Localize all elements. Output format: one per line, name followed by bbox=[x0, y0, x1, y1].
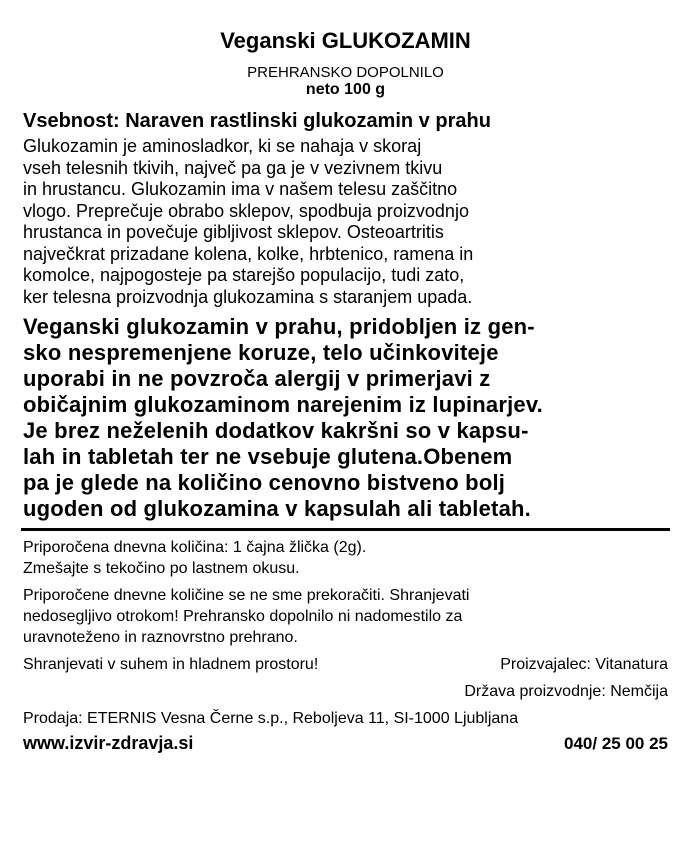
highlight-line: Veganski glukozamin v prahu, pridobljen iz gen- bbox=[23, 314, 535, 339]
product-category: PREHRANSKO DOPOLNILO bbox=[247, 64, 444, 81]
warning-paragraph bbox=[23, 585, 668, 648]
intro-line: vlogo. Preprečuje obrabo sklepov, spodbuja proizvodnjo bbox=[23, 200, 469, 221]
contact-row bbox=[23, 733, 668, 754]
intro-line: hrustanca in povečuje gibljivost sklepov. Osteoartritis bbox=[23, 222, 444, 242]
highlight-line: običajnim glukozaminom narejenim iz lupinarjev. bbox=[23, 392, 543, 417]
warning-line: Priporočene dnevne količine se ne sme prekoračiti. Shranjevati bbox=[23, 587, 470, 604]
country-of-origin: Država proizvodnje: Nemčija bbox=[464, 683, 668, 700]
seller-text: Prodaja: ETERNIS Vesna Černe s.p., Reboljeva 11, SI-1000 Ljubljana bbox=[23, 710, 519, 727]
intro-line: največkrat prizadane kolena, kolke, hrbtenico, ramena in bbox=[23, 243, 474, 264]
storage-row bbox=[23, 654, 668, 675]
highlight-line: Je brez neželenih dodatkov kakršni so v kapsu- bbox=[23, 418, 529, 443]
dosage-text: Priporočena dnevna količina: 1 čajna žlička (2g). bbox=[23, 539, 367, 556]
intro-line: Glukozamin je aminosladkor, ki se nahaja v skoraj bbox=[23, 136, 422, 156]
section-divider bbox=[21, 528, 670, 531]
intro-line: ker telesna proizvodnja glukozamina s staranjem upada. bbox=[23, 286, 473, 307]
highlight-paragraph bbox=[23, 314, 668, 522]
highlight-line: sko nespremenjene koruze, telo učinkoviteje bbox=[23, 340, 499, 365]
contents-heading: Vsebnost: Naraven rastlinski glukozamin v prahu bbox=[23, 110, 491, 132]
highlight-line: pa je glede na količino cenovno bistveno bolj bbox=[23, 470, 506, 495]
intro-line: komolce, najpogosteje pa starejšo populacijo, tudi zato, bbox=[23, 265, 465, 285]
highlight-line: uporabi in ne povzroča alergij v primerjavi z bbox=[23, 366, 491, 391]
manufacturer-text: Proizvajalec: Vitanatura bbox=[500, 656, 668, 673]
storage-text: Shranjevati v suhem in hladnem prostoru! bbox=[23, 656, 319, 673]
intro-line: vseh telesnih tkivih, največ pa ga je v vezivnem tkivu bbox=[23, 157, 443, 178]
highlight-line: ugoden od glukozamina v kapsulah ali tabletah. bbox=[23, 496, 531, 521]
phone-number: 040/ 25 00 25 bbox=[564, 734, 668, 753]
product-title: Veganski GLUKOZAMIN bbox=[220, 28, 471, 53]
intro-paragraph bbox=[23, 136, 668, 308]
warning-line: nedosegljivo otrokom! Prehransko dopolnilo ni nadomestilo za bbox=[23, 608, 463, 625]
net-weight: neto 100 g bbox=[305, 81, 386, 98]
website-link[interactable]: www.izvir-zdravja.si bbox=[23, 733, 194, 753]
warning-line: uravnoteženo in raznovrstno prehrano. bbox=[23, 629, 298, 646]
mixing-text: Zmešajte s tekočino po lastnem okusu. bbox=[23, 560, 300, 577]
highlight-line: lah in tabletah ter ne vsebuje glutena.Obenem bbox=[23, 444, 513, 469]
intro-line: in hrustancu. Glukozamin ima v našem telesu zaščitno bbox=[23, 179, 458, 199]
